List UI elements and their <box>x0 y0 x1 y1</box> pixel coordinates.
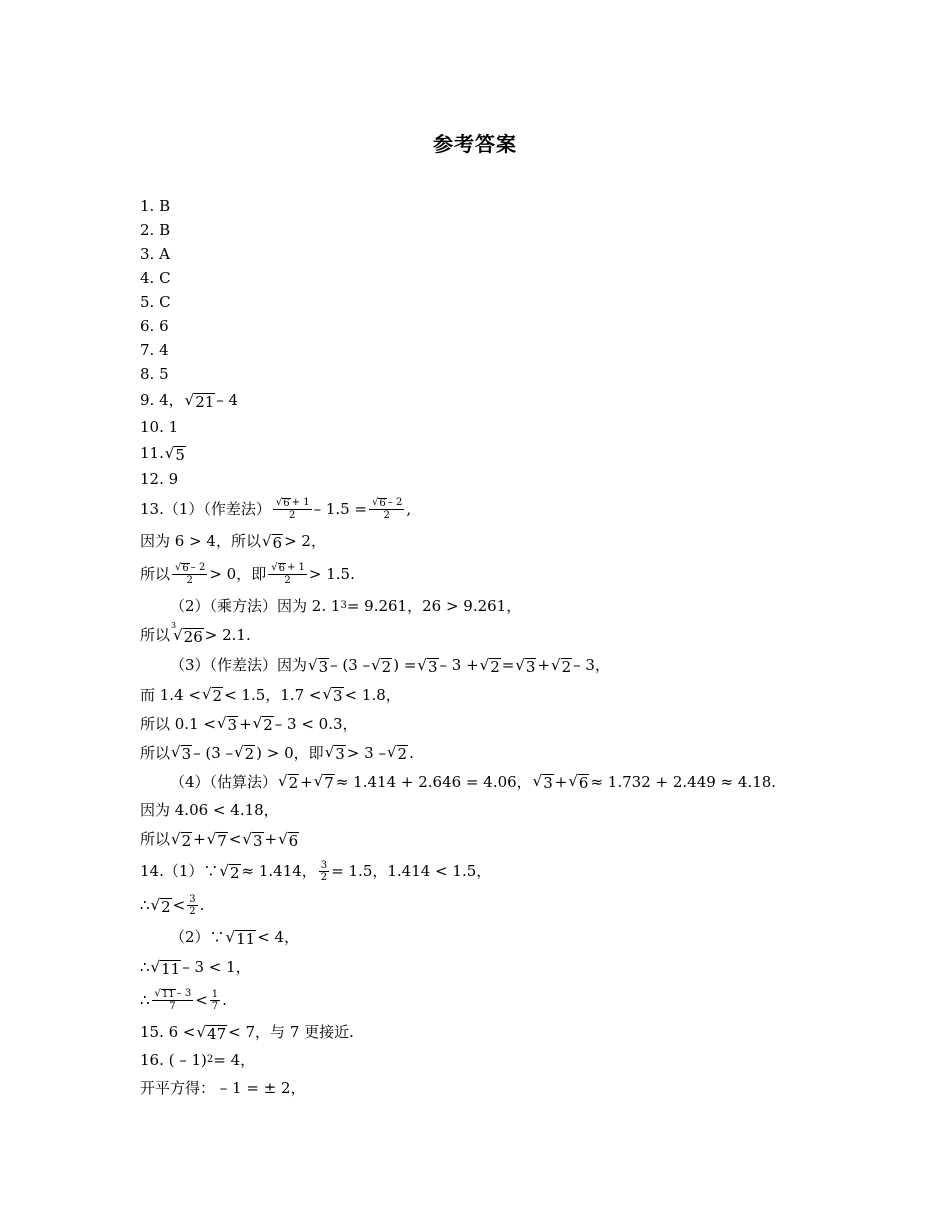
sqrt-2: √ 2 <box>219 861 240 882</box>
frac-den: 2 <box>383 510 390 521</box>
sqrt-2: √ 2 <box>201 685 223 705</box>
answer-3: 3. A <box>140 245 170 263</box>
answer-2: 2. B <box>140 221 171 239</box>
sqrt-2: √ 2 <box>234 743 255 763</box>
q13-line-1 <box>140 492 840 526</box>
q13-l2-text: 因为 6 > 4，所以 <box>140 532 261 550</box>
frac-den: 2 <box>189 905 196 917</box>
q13-l9-d: > 3 – <box>346 743 386 762</box>
q14-l3-a: （2）∵ <box>170 928 225 946</box>
q13-l12-d: + <box>264 830 278 848</box>
answer-8: 8. 5 <box>140 365 169 383</box>
sqrt-7: √ 7 <box>313 772 334 792</box>
q13-l3-prefix: 所以 <box>140 565 171 583</box>
q14-line-3 <box>140 922 840 952</box>
q13-line-5 <box>140 620 840 650</box>
answer-9 <box>140 386 840 414</box>
q13-l5-prefix: 所以 <box>140 626 171 644</box>
q13-line-4: （2）（乘方法）因为 2. 1 3 = 9.261，26 > 9.261， <box>170 597 522 615</box>
radicand: 2 <box>263 716 273 734</box>
q13-l2-end: > 2， <box>284 532 326 550</box>
answer-7: 7. 4 <box>140 341 169 359</box>
radicand: 6 <box>283 498 290 509</box>
q13-l3-end: > 1.5. <box>308 565 355 583</box>
answer-4: 4. C <box>140 269 171 287</box>
q13-l10-b: + <box>300 772 313 791</box>
frac-den: 2 <box>186 575 193 586</box>
q14-l4-b: – 3 < 1， <box>182 958 251 976</box>
radicand: 11 <box>161 989 175 1000</box>
sqrt-3: √ 3 <box>308 655 329 676</box>
sqrt-6: √ 6 <box>568 772 589 792</box>
sqrt-11: √ 11 <box>150 957 181 978</box>
q13-l6-f: – 3， <box>573 656 610 674</box>
sqrt-2: √ 2 <box>278 772 299 792</box>
fraction: √ 6 – 2 2 <box>369 497 404 521</box>
radicand: 7 <box>217 831 227 850</box>
q13-l6-a: – (3 – <box>330 656 371 674</box>
q13-l7-c: < 1.8， <box>344 685 401 704</box>
sqrt-2: √ 2 <box>252 714 273 734</box>
sqrt-5: √ 5 <box>164 443 185 464</box>
radicand: 2 <box>181 831 192 850</box>
q13-l8-a: 所以 0.1 < <box>140 714 216 733</box>
q13-l10-d: + <box>554 772 568 791</box>
sqrt-11: √ 11 <box>225 927 256 948</box>
answer-list <box>140 194 840 1102</box>
radicand: 3 <box>181 745 192 763</box>
q15-a: 15. 6 < <box>140 1023 196 1041</box>
radicand: 2 <box>161 897 171 916</box>
fraction: √ 6 + 1 2 <box>268 562 307 586</box>
radicand: 6 <box>578 774 589 792</box>
fraction <box>319 860 329 883</box>
radicand: 3 <box>335 745 345 763</box>
fraction: √ 6 – 2 2 <box>172 562 207 586</box>
q13-line-11: 因为 4.06 < 4.18， <box>140 801 279 819</box>
q13-l4-prefix: （2）（乘方法）因为 2. 1 <box>170 597 341 615</box>
fraction <box>187 894 197 917</box>
q14-l2-b: < <box>172 896 186 914</box>
sqrt-3: √ 3 <box>171 743 192 763</box>
sqrt-2: √ 2 <box>150 895 171 916</box>
q13-l6-e: + <box>537 656 551 674</box>
radicand: 3 <box>227 716 238 734</box>
q14-l1-c: = 1.5，1.414 < 1.5， <box>331 862 492 880</box>
q16-line-1: 16. ( – 1) 2 = 4， <box>140 1051 256 1069</box>
q13-line-12 <box>140 824 840 854</box>
frac-num: – 2 <box>387 497 403 508</box>
q13-l12-a: 所以 <box>140 830 171 848</box>
q16-l1-b: = 4， <box>213 1051 256 1069</box>
answer-11 <box>140 440 840 466</box>
q13-l1-mid: – 1.5 = <box>313 500 368 518</box>
q14-l5-end: . <box>222 991 227 1009</box>
sqrt-7: √ 7 <box>206 829 227 850</box>
radicand: 2 <box>229 863 240 882</box>
q14-l1-a: 14.（1）∵ <box>140 862 219 880</box>
fraction <box>210 989 220 1012</box>
q13-line-6 <box>140 650 840 680</box>
q13-l6-b: ) = <box>393 656 417 674</box>
radicand: 2 <box>288 774 299 792</box>
q13-l9-b: – (3 – <box>193 743 234 762</box>
q14-l2-end: . <box>199 896 205 914</box>
sqrt-3: √ 3 <box>216 714 238 734</box>
frac-num: + 1 <box>291 497 310 508</box>
frac-num: 3 <box>320 859 328 871</box>
radicand: 2 <box>397 745 408 763</box>
q13-l10-e: ≈ 1.732 + 2.449 ≈ 4.18. <box>590 772 777 791</box>
q13-l9-a: 所以 <box>140 743 171 762</box>
radicand: 11 <box>161 959 181 978</box>
answer-11-prefix: 11. <box>140 444 164 462</box>
sqrt-2: √ 2 <box>171 829 192 850</box>
sqrt-2: √ 2 <box>551 655 572 676</box>
q13-l4-end: = 9.261，26 > 9.261， <box>346 597 522 615</box>
radicand: 6 <box>278 563 285 574</box>
sqrt-47: √ 47 <box>196 1022 227 1043</box>
q13-l8-c: – 3 < 0.3， <box>274 714 358 733</box>
radicand: 3 <box>427 657 438 676</box>
q13-l12-c: < <box>228 830 242 848</box>
sqrt-2: √ 2 <box>386 743 408 763</box>
radicand: 3 <box>543 774 553 792</box>
answer-5: 5. C <box>140 293 171 311</box>
q13-l6-prefix: （3）（作差法）因为 <box>170 656 308 674</box>
frac-den: 2 <box>320 871 328 883</box>
radicand: 2 <box>212 687 223 705</box>
q14-line-4 <box>140 952 840 982</box>
q13-l9-e: . <box>409 743 414 762</box>
q14-l2-a: ∴ <box>140 896 150 914</box>
q14-l1-b: ≈ 1.414， <box>241 862 317 880</box>
q13-l1-prefix: 13.（1）（作差法） <box>140 500 271 518</box>
frac-num: – 3 <box>176 988 192 999</box>
q14-l3-b: < 4， <box>257 928 300 946</box>
sqrt-6: √ 6 <box>278 829 299 850</box>
radicand: 2 <box>244 745 255 763</box>
sqrt-2: √ 2 <box>371 655 392 676</box>
sqrt-21: √ 21 <box>184 390 215 411</box>
radicand: 47 <box>207 1024 227 1043</box>
radicand: 21 <box>195 392 215 411</box>
q16-l1-a: 16. ( – 1) <box>140 1051 207 1069</box>
radicand: 26 <box>183 627 203 646</box>
answer-9-prefix: 9. 4， <box>140 391 184 409</box>
radicand: 7 <box>324 774 334 792</box>
q16-line-2: 开平方得： – 1 = ± 2， <box>140 1079 306 1097</box>
sqrt-3: √ 3 <box>532 772 553 792</box>
q13-line-3 <box>140 556 840 592</box>
page-title: 参考答案 <box>433 132 517 156</box>
radicand: 3 <box>252 831 263 850</box>
sqrt-3: √ 3 <box>515 655 536 676</box>
q13-l7-b: < 1.5，1.7 < <box>224 685 322 704</box>
sqrt-3: √ 3 <box>417 655 438 676</box>
radicand: 6 <box>272 533 283 552</box>
radicand: 3 <box>333 687 343 705</box>
radicand: 6 <box>182 563 189 574</box>
q13-line-2 <box>140 526 840 556</box>
q13-l12-b: + <box>193 830 206 848</box>
q14-line-5 <box>140 982 840 1018</box>
sqrt-6: √ 6 <box>261 531 283 552</box>
q13-l5-end: > 2.1. <box>204 626 251 644</box>
fraction: √ 11 – 3 7 <box>152 988 194 1012</box>
sqrt-2: √ 2 <box>479 655 500 676</box>
radicand: 11 <box>236 929 256 948</box>
answer-10: 10. 1 <box>140 418 179 436</box>
q13-line-10 <box>140 767 840 796</box>
radicand: 6 <box>379 498 386 509</box>
q13-line-8 <box>140 709 840 738</box>
q14-l5-mid: < <box>195 991 208 1009</box>
frac-den: 7 <box>211 1000 219 1012</box>
q13-l10-c: ≈ 1.414 + 2.646 = 4.06， <box>335 772 532 791</box>
radicand: 6 <box>288 831 299 850</box>
q13-l9-c: ) > 0，即 <box>256 743 324 762</box>
q13-l1-end: , <box>406 500 412 518</box>
radicand: 5 <box>175 445 185 464</box>
q14-l4-a: ∴ <box>140 958 150 976</box>
frac-den: 2 <box>289 510 296 521</box>
frac-num: + 1 <box>286 562 305 573</box>
q14-l5-a: ∴ <box>140 991 150 1009</box>
frac-den: 7 <box>169 1001 176 1012</box>
q14-line-2 <box>140 888 840 922</box>
sqrt-3: √ 3 <box>322 685 343 705</box>
radicand: 3 <box>318 657 329 676</box>
q13-line-9 <box>140 738 840 767</box>
frac-den: 2 <box>284 575 291 586</box>
q13-l6-c: – 3 + <box>439 656 479 674</box>
answer-9-suffix: – 4 <box>216 391 239 409</box>
radicand: 2 <box>561 657 572 676</box>
radicand: 3 <box>525 657 536 676</box>
frac-num: – 2 <box>190 562 206 573</box>
q15-line <box>140 1018 840 1046</box>
frac-num: 1 <box>211 988 219 1000</box>
q13-line-7 <box>140 680 840 709</box>
q15-b: < 7，与 7 更接近. <box>228 1023 354 1041</box>
answer-1: 1. B <box>140 197 171 215</box>
q13-l10-a: （4）（估算法） <box>170 772 278 791</box>
frac-num: 3 <box>189 893 196 905</box>
q13-l7-a: 而 1.4 < <box>140 685 201 704</box>
sqrt-3: √ 3 <box>324 743 345 763</box>
answer-12: 12. 9 <box>140 470 179 488</box>
q14-line-1 <box>140 854 840 888</box>
sqrt-3: √ 3 <box>242 829 263 850</box>
radicand: 2 <box>490 657 500 676</box>
answer-6: 6. 6 <box>140 317 169 335</box>
q13-l8-b: + <box>239 714 252 733</box>
cbrt-26: 3 √ 26 <box>171 620 203 646</box>
fraction: √ 6 + 1 2 <box>273 497 312 521</box>
q13-l3-mid: > 0，即 <box>209 565 267 583</box>
radicand: 2 <box>381 657 392 676</box>
q13-l6-d: = <box>501 656 515 674</box>
